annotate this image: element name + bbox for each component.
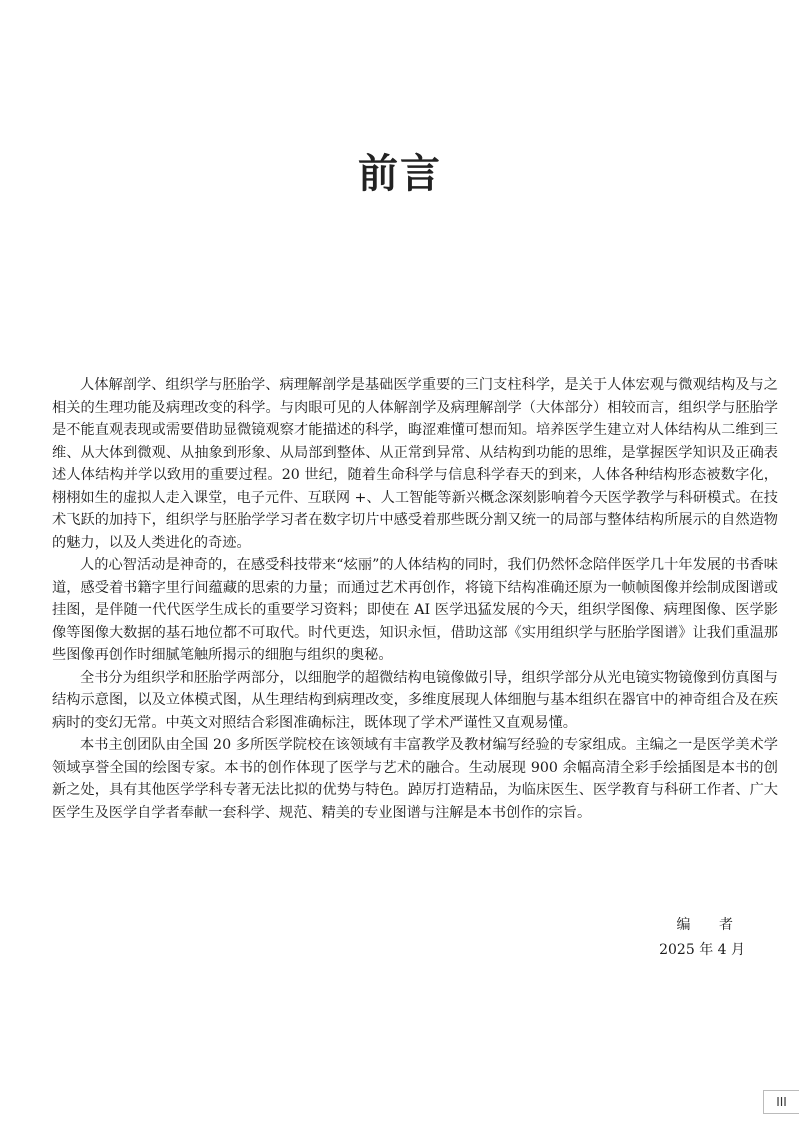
page-number: III bbox=[763, 1090, 799, 1114]
signature-date: 2025 年 4 月 bbox=[659, 942, 745, 958]
preface-body bbox=[52, 374, 778, 824]
paragraph-2: 人的心智活动是神奇的，在感受科技带来“炫丽”的人体结构的同时，我们仍然怀念陪伴医学几十年发展的书香味道，感受着书籍字里行间蕴藏的思索的力量；而通过艺术再创作，将镜下结构准确还原为一帧帧图像并绘制成图谱或挂图，是伴随一代代医学生成长的重要学习资料；即使在 AI 医学迅猛发展的今天，组织学图像、病理图像、医学影像等图像大数据的基石地位都不可取代。时代更迭，知识永恒，借助这部《实用组织学与胚胎学图谱》让我们重温那些图像再创作时细腻笔触所揭示的细胞与组织的奥秘。 bbox=[52, 557, 778, 663]
signature-author: 编 者 bbox=[676, 917, 745, 933]
paragraph-1: 人体解剖学、组织学与胚胎学、病理解剖学是基础医学重要的三门支柱科学，是关于人体宏观与微观结构及与之相关的生理功能及病理改变的科学。与肉眼可见的人体解剖学及病理解剖学（大体部分）相较而言，组织学与胚胎学是不能直观表现或需要借助显微镜观察才能描述的科学，晦涩难懂可想而知。培养医学生建立对人体结构从二维到三维、从大体到微观、从抽象到形象、从局部到整体、从正常到异常、从结构到功能的思维，是掌握医学知识及正确表述人体结构并学以致用的重要过程。20 世纪，随着生命科学与信息科学春天的到来，人体各种结构形态被数字化，栩栩如生的虚拟人走入课堂，电子元件、互联网 +、人工智能等新兴概念深刻影响着今天医学教学与科研模式。在技术飞跃的加持下，组织学与胚胎学学习者在数字切片中感受着那些既分割又统一的局部与整体结构所展示的自然造物的魅力，以及人类进化的奇迹。 bbox=[52, 377, 778, 551]
paragraph-3: 全书分为组织学和胚胎学两部分，以细胞学的超微结构电镜像做引导，组织学部分从光电镜实物镜像到仿真图与结构示意图，以及立体模式图，从生理结构到病理改变，多维度展现人体细胞与基本组织在器官中的神奇组合及在疾病时的变幻无常。中英文对照结合彩图准确标注，既体现了学术严谨性又直观易懂。 bbox=[52, 669, 778, 731]
paragraph-4: 本书主创团队由全国 20 多所医学院校在该领域有丰富教学及教材编写经验的专家组成。主编之一是医学美术学领域享誉全国的绘图专家。本书的创作体现了医学与艺术的融合。生动展现 900 余幅高清全彩手绘插图是本书的创新之处，具有其他医学学科专著无法比拟的优势与特色。踔厉打造精品，为临床医生、医学教育与科研工作者、广大医学生及医学自学者奉献一套科学、规范、精美的专业图谱与注解是本书创作的宗旨。 bbox=[52, 737, 778, 821]
page-title: 前言 bbox=[358, 151, 442, 197]
